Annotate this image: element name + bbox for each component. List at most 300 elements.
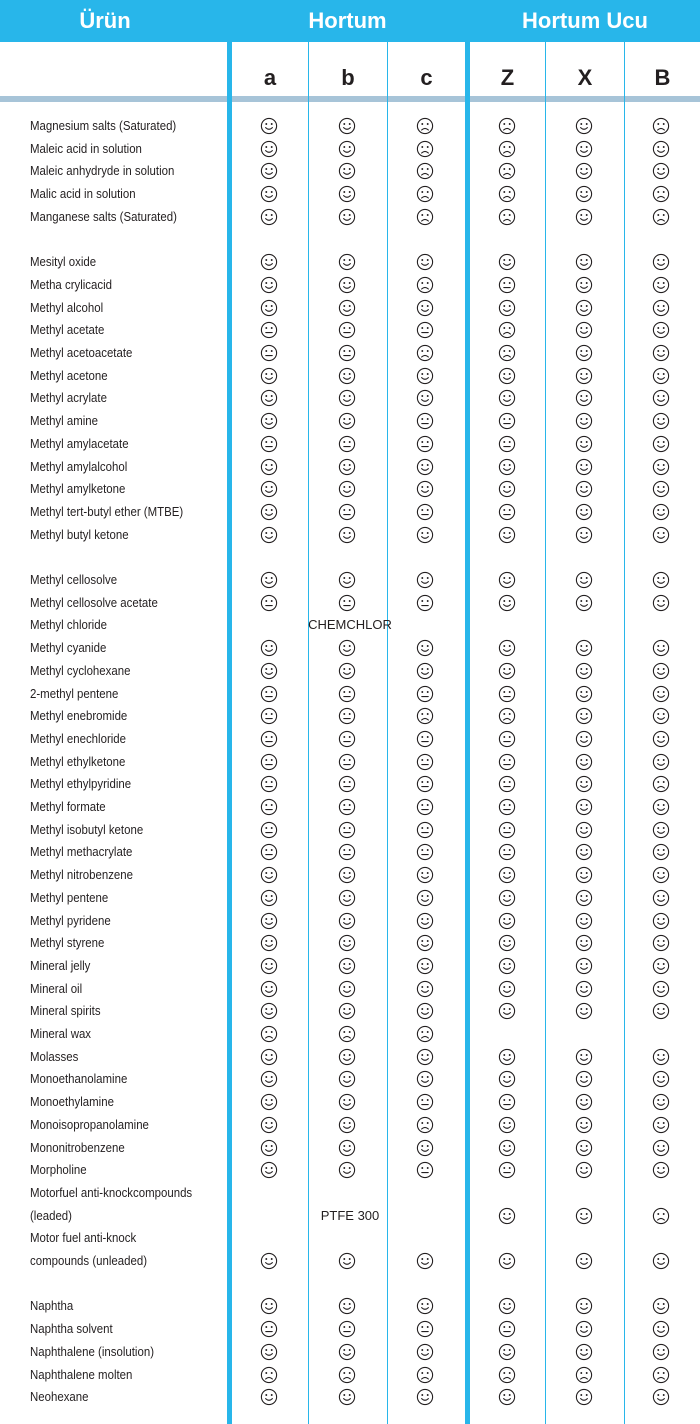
happy-face-icon — [338, 866, 356, 884]
happy-face-icon — [652, 685, 670, 703]
neutral-face-icon — [498, 1093, 516, 1111]
neutral-face-icon — [260, 798, 278, 816]
happy-face-icon — [575, 1070, 593, 1088]
happy-face-icon — [575, 662, 593, 680]
chemical-name: Monoisopropanolamine — [30, 1116, 149, 1132]
happy-face-icon — [575, 299, 593, 317]
sad-face-icon — [652, 775, 670, 793]
neutral-face-icon — [498, 276, 516, 294]
chemical-name: Methyl pyridene — [30, 912, 111, 928]
neutral-face-icon — [260, 707, 278, 725]
happy-face-icon — [338, 276, 356, 294]
happy-face-icon — [652, 753, 670, 771]
happy-face-icon — [652, 321, 670, 339]
sad-face-icon — [416, 185, 434, 203]
sad-face-icon — [652, 185, 670, 203]
chemical-name: Molasses — [30, 1048, 79, 1064]
chemical-name: Mineral wax — [30, 1026, 92, 1041]
chemical-name: compounds (unleaded) — [30, 1253, 148, 1268]
happy-face-icon — [575, 458, 593, 476]
happy-face-icon — [575, 389, 593, 407]
happy-face-icon — [338, 1070, 356, 1088]
neutral-face-icon — [338, 594, 356, 612]
neutral-face-icon — [498, 685, 516, 703]
happy-face-icon — [575, 980, 593, 998]
happy-face-icon — [338, 1048, 356, 1066]
happy-face-icon — [260, 140, 278, 158]
column-group-hose: Hortum — [308, 8, 387, 33]
neutral-face-icon — [338, 753, 356, 771]
happy-face-icon — [575, 866, 593, 884]
happy-face-icon — [338, 480, 356, 498]
neutral-face-icon — [416, 753, 434, 771]
happy-face-icon — [260, 662, 278, 680]
happy-face-icon — [416, 866, 434, 884]
happy-face-icon — [652, 1093, 670, 1111]
happy-face-icon — [652, 458, 670, 476]
neutral-face-icon — [416, 775, 434, 793]
sad-face-icon — [416, 1025, 434, 1043]
sad-face-icon — [498, 208, 516, 226]
sad-face-icon — [652, 1207, 670, 1225]
happy-face-icon — [416, 458, 434, 476]
happy-face-icon — [652, 934, 670, 952]
chemical-name: Metha crylicacid — [30, 276, 113, 292]
chemical-name: Methyl cellosolve acetate — [30, 594, 158, 610]
neutral-face-icon — [260, 775, 278, 793]
happy-face-icon — [498, 957, 516, 975]
sad-face-icon — [416, 276, 434, 294]
happy-face-icon — [338, 208, 356, 226]
sad-face-icon — [498, 344, 516, 362]
neutral-face-icon — [416, 412, 434, 430]
sad-face-icon — [416, 162, 434, 180]
happy-face-icon — [498, 889, 516, 907]
happy-face-icon — [260, 1297, 278, 1315]
happy-face-icon — [652, 866, 670, 884]
happy-face-icon — [416, 480, 434, 498]
happy-face-icon — [338, 117, 356, 135]
happy-face-icon — [575, 276, 593, 294]
sad-face-icon — [416, 140, 434, 158]
sad-face-icon — [416, 208, 434, 226]
chemical-name: Methyl enebromide — [30, 708, 128, 724]
happy-face-icon — [416, 1139, 434, 1157]
happy-face-icon — [575, 685, 593, 703]
happy-face-icon — [498, 1388, 516, 1406]
happy-face-icon — [416, 980, 434, 998]
happy-face-icon — [652, 1252, 670, 1270]
happy-face-icon — [575, 571, 593, 589]
happy-face-icon — [338, 957, 356, 975]
chemical-name: Methyl amine — [30, 413, 99, 429]
happy-face-icon — [575, 1116, 593, 1134]
neutral-face-icon — [260, 685, 278, 703]
happy-face-icon — [575, 1252, 593, 1270]
chemical-name: Methyl butyl ketone — [30, 526, 129, 542]
happy-face-icon — [416, 299, 434, 317]
chemical-name: 2-methyl pentene — [30, 685, 119, 701]
happy-face-icon — [575, 1002, 593, 1020]
happy-face-icon — [652, 662, 670, 680]
neutral-face-icon — [498, 1161, 516, 1179]
happy-face-icon — [498, 526, 516, 544]
neutral-face-icon — [260, 843, 278, 861]
happy-face-icon — [338, 1252, 356, 1270]
material-note: PTFE 300 — [320, 1207, 380, 1223]
neutral-face-icon — [498, 1320, 516, 1338]
neutral-face-icon — [498, 775, 516, 793]
happy-face-icon — [652, 412, 670, 430]
happy-face-icon — [652, 1297, 670, 1315]
chemical-name: Methyl amylalcohol — [30, 458, 128, 474]
happy-face-icon — [338, 367, 356, 385]
happy-face-icon — [498, 1002, 516, 1020]
column-separator — [465, 42, 470, 1424]
chemical-name: Methyl amylketone — [30, 481, 126, 497]
happy-face-icon — [575, 1139, 593, 1157]
chemical-name: Maleic anhydryde in solution — [30, 163, 175, 179]
happy-face-icon — [338, 1388, 356, 1406]
neutral-face-icon — [498, 821, 516, 839]
happy-face-icon — [338, 526, 356, 544]
happy-face-icon — [652, 344, 670, 362]
sad-face-icon — [416, 1366, 434, 1384]
neutral-face-icon — [416, 798, 434, 816]
chemical-name: Monoethylamine — [30, 1094, 114, 1110]
chemical-name: (leaded) — [30, 1207, 72, 1223]
chemical-name: Methyl alcohol — [30, 299, 104, 315]
happy-face-icon — [416, 639, 434, 657]
happy-face-icon — [416, 1252, 434, 1270]
happy-face-icon — [652, 957, 670, 975]
neutral-face-icon — [338, 321, 356, 339]
happy-face-icon — [260, 934, 278, 952]
happy-face-icon — [652, 594, 670, 612]
happy-face-icon — [652, 843, 670, 861]
happy-face-icon — [260, 299, 278, 317]
sad-face-icon — [416, 117, 434, 135]
happy-face-icon — [260, 1093, 278, 1111]
sad-face-icon — [498, 117, 516, 135]
happy-face-icon — [575, 321, 593, 339]
happy-face-icon — [260, 1252, 278, 1270]
happy-face-icon — [575, 1297, 593, 1315]
chemical-name: Methyl acetate — [30, 322, 105, 338]
sad-face-icon — [498, 185, 516, 203]
neutral-face-icon — [498, 412, 516, 430]
neutral-face-icon — [498, 435, 516, 453]
happy-face-icon — [575, 503, 593, 521]
happy-face-icon — [260, 1070, 278, 1088]
happy-face-icon — [575, 208, 593, 226]
happy-face-icon — [498, 594, 516, 612]
happy-face-icon — [498, 571, 516, 589]
happy-face-icon — [260, 1161, 278, 1179]
chemical-name: Methyl acetone — [30, 367, 108, 383]
happy-face-icon — [652, 276, 670, 294]
chemical-name: Magnesium salts (Saturated) — [30, 118, 177, 133]
happy-face-icon — [260, 208, 278, 226]
happy-face-icon — [416, 912, 434, 930]
happy-face-icon — [338, 1297, 356, 1315]
happy-face-icon — [498, 639, 516, 657]
chemical-name: Methyl methacrylate — [30, 844, 133, 860]
happy-face-icon — [652, 1139, 670, 1157]
chemical-name: Methyl enechloride — [30, 730, 127, 746]
column-separator — [624, 42, 625, 1424]
sad-face-icon — [498, 1366, 516, 1384]
happy-face-icon — [575, 957, 593, 975]
header-divider — [0, 96, 700, 102]
happy-face-icon — [652, 798, 670, 816]
happy-face-icon — [575, 526, 593, 544]
happy-face-icon — [652, 707, 670, 725]
column-group-hose-end: Hortum Ucu — [522, 8, 648, 33]
happy-face-icon — [498, 1207, 516, 1225]
happy-face-icon — [652, 980, 670, 998]
happy-face-icon — [260, 253, 278, 271]
happy-face-icon — [575, 912, 593, 930]
happy-face-icon — [652, 1116, 670, 1134]
happy-face-icon — [498, 299, 516, 317]
happy-face-icon — [260, 1116, 278, 1134]
happy-face-icon — [652, 1048, 670, 1066]
happy-face-icon — [338, 458, 356, 476]
sad-face-icon — [416, 707, 434, 725]
happy-face-icon — [260, 1048, 278, 1066]
chemical-name: Naphthalene molten — [30, 1366, 133, 1382]
happy-face-icon — [260, 571, 278, 589]
happy-face-icon — [575, 843, 593, 861]
happy-face-icon — [338, 185, 356, 203]
chemical-name: Motor fuel anti-knock — [30, 1230, 137, 1246]
happy-face-icon — [652, 730, 670, 748]
neutral-face-icon — [416, 821, 434, 839]
happy-face-icon — [575, 344, 593, 362]
chemical-name: Monoethanolamine — [30, 1071, 128, 1087]
neutral-face-icon — [338, 344, 356, 362]
happy-face-icon — [338, 1343, 356, 1361]
happy-face-icon — [338, 889, 356, 907]
chemical-name: Mineral jelly — [30, 957, 91, 973]
chemical-name: Mononitrobenzene — [30, 1139, 125, 1155]
happy-face-icon — [498, 1139, 516, 1157]
sad-face-icon — [652, 117, 670, 135]
column-a-header: a — [263, 65, 277, 90]
neutral-face-icon — [260, 1320, 278, 1338]
sad-face-icon — [498, 707, 516, 725]
happy-face-icon — [416, 571, 434, 589]
happy-face-icon — [498, 912, 516, 930]
neutral-face-icon — [416, 843, 434, 861]
happy-face-icon — [652, 480, 670, 498]
chemical-name: Methyl ethylpyridine — [30, 776, 132, 792]
happy-face-icon — [416, 1070, 434, 1088]
happy-face-icon — [260, 912, 278, 930]
happy-face-icon — [260, 639, 278, 657]
chemical-name: Methyl acrylate — [30, 390, 107, 406]
happy-face-icon — [416, 1297, 434, 1315]
neutral-face-icon — [498, 798, 516, 816]
chemical-name: Methyl nitrobenzene — [30, 867, 134, 883]
happy-face-icon — [338, 140, 356, 158]
sad-face-icon — [498, 321, 516, 339]
chemical-name: Mineral spirits — [30, 1003, 101, 1019]
happy-face-icon — [260, 389, 278, 407]
happy-face-icon — [260, 957, 278, 975]
column-z-header: Z — [500, 65, 515, 90]
happy-face-icon — [260, 1388, 278, 1406]
neutral-face-icon — [338, 503, 356, 521]
happy-face-icon — [260, 980, 278, 998]
happy-face-icon — [652, 912, 670, 930]
happy-face-icon — [498, 1048, 516, 1066]
neutral-face-icon — [416, 1093, 434, 1111]
neutral-face-icon — [498, 730, 516, 748]
sad-face-icon — [498, 162, 516, 180]
neutral-face-icon — [416, 1161, 434, 1179]
happy-face-icon — [498, 389, 516, 407]
happy-face-icon — [575, 707, 593, 725]
chemical-name: Mesityl oxide — [30, 254, 97, 270]
happy-face-icon — [652, 389, 670, 407]
happy-face-icon — [260, 412, 278, 430]
happy-face-icon — [338, 1002, 356, 1020]
sad-face-icon — [575, 1366, 593, 1384]
neutral-face-icon — [260, 730, 278, 748]
neutral-face-icon — [338, 775, 356, 793]
happy-face-icon — [416, 389, 434, 407]
happy-face-icon — [652, 140, 670, 158]
happy-face-icon — [575, 1093, 593, 1111]
happy-face-icon — [260, 480, 278, 498]
happy-face-icon — [575, 934, 593, 952]
happy-face-icon — [338, 662, 356, 680]
neutral-face-icon — [260, 594, 278, 612]
happy-face-icon — [338, 412, 356, 430]
column-b2-header: B — [654, 65, 671, 90]
happy-face-icon — [575, 821, 593, 839]
happy-face-icon — [260, 1139, 278, 1157]
happy-face-icon — [575, 1388, 593, 1406]
happy-face-icon — [575, 162, 593, 180]
chemical-name: Malic acid in solution — [30, 186, 136, 202]
sad-face-icon — [338, 1025, 356, 1043]
happy-face-icon — [575, 639, 593, 657]
happy-face-icon — [416, 1002, 434, 1020]
happy-face-icon — [652, 639, 670, 657]
chemical-name: Methyl amylacetate — [30, 435, 129, 451]
happy-face-icon — [338, 162, 356, 180]
happy-face-icon — [575, 253, 593, 271]
happy-face-icon — [498, 1116, 516, 1134]
column-c-header: c — [420, 65, 433, 90]
happy-face-icon — [575, 117, 593, 135]
neutral-face-icon — [260, 821, 278, 839]
happy-face-icon — [338, 1116, 356, 1134]
happy-face-icon — [652, 299, 670, 317]
happy-face-icon — [416, 526, 434, 544]
happy-face-icon — [498, 1070, 516, 1088]
happy-face-icon — [575, 1048, 593, 1066]
chemical-name: Naphtha solvent — [30, 1321, 113, 1337]
happy-face-icon — [260, 117, 278, 135]
sad-face-icon — [498, 140, 516, 158]
column-separator — [227, 42, 232, 1424]
happy-face-icon — [338, 389, 356, 407]
neutral-face-icon — [416, 435, 434, 453]
chemical-name: Methyl cyanide — [30, 640, 107, 656]
neutral-face-icon — [338, 1320, 356, 1338]
happy-face-icon — [575, 367, 593, 385]
chemical-name: Morpholine — [30, 1162, 87, 1178]
happy-face-icon — [260, 526, 278, 544]
happy-face-icon — [652, 526, 670, 544]
sad-face-icon — [416, 1116, 434, 1134]
happy-face-icon — [652, 1002, 670, 1020]
happy-face-icon — [338, 1161, 356, 1179]
happy-face-icon — [575, 594, 593, 612]
chemical-name: Methyl formate — [30, 799, 106, 814]
happy-face-icon — [498, 662, 516, 680]
happy-face-icon — [498, 253, 516, 271]
happy-face-icon — [575, 1161, 593, 1179]
neutral-face-icon — [338, 730, 356, 748]
happy-face-icon — [260, 503, 278, 521]
neutral-face-icon — [416, 1320, 434, 1338]
happy-face-icon — [416, 957, 434, 975]
happy-face-icon — [575, 1343, 593, 1361]
happy-face-icon — [575, 1207, 593, 1225]
sad-face-icon — [260, 1025, 278, 1043]
neutral-face-icon — [260, 344, 278, 362]
happy-face-icon — [260, 458, 278, 476]
happy-face-icon — [575, 775, 593, 793]
happy-face-icon — [416, 1048, 434, 1066]
chemical-name: Methyl isobutyl ketone — [30, 821, 144, 837]
happy-face-icon — [575, 753, 593, 771]
happy-face-icon — [338, 980, 356, 998]
material-note: CHEMCHLOR — [308, 617, 392, 633]
happy-face-icon — [260, 162, 278, 180]
happy-face-icon — [416, 1388, 434, 1406]
chemical-name: Naphthalene (insolution) — [30, 1343, 155, 1359]
happy-face-icon — [575, 798, 593, 816]
happy-face-icon — [652, 1070, 670, 1088]
chemical-name: Methyl cyclohexane — [30, 662, 131, 678]
happy-face-icon — [416, 889, 434, 907]
sad-face-icon — [416, 344, 434, 362]
happy-face-icon — [498, 367, 516, 385]
happy-face-icon — [498, 480, 516, 498]
happy-face-icon — [652, 253, 670, 271]
happy-face-icon — [260, 276, 278, 294]
happy-face-icon — [652, 889, 670, 907]
column-x-header: X — [577, 65, 593, 90]
happy-face-icon — [575, 730, 593, 748]
sad-face-icon — [652, 208, 670, 226]
happy-face-icon — [575, 889, 593, 907]
chemical-name: Manganese salts (Saturated) — [30, 208, 177, 224]
happy-face-icon — [416, 934, 434, 952]
happy-face-icon — [260, 1343, 278, 1361]
happy-face-icon — [260, 866, 278, 884]
chemical-name: Motorfuel anti-knockcompounds — [30, 1184, 193, 1200]
happy-face-icon — [652, 1343, 670, 1361]
chemical-name: Neohexane — [30, 1389, 89, 1405]
happy-face-icon — [498, 1297, 516, 1315]
